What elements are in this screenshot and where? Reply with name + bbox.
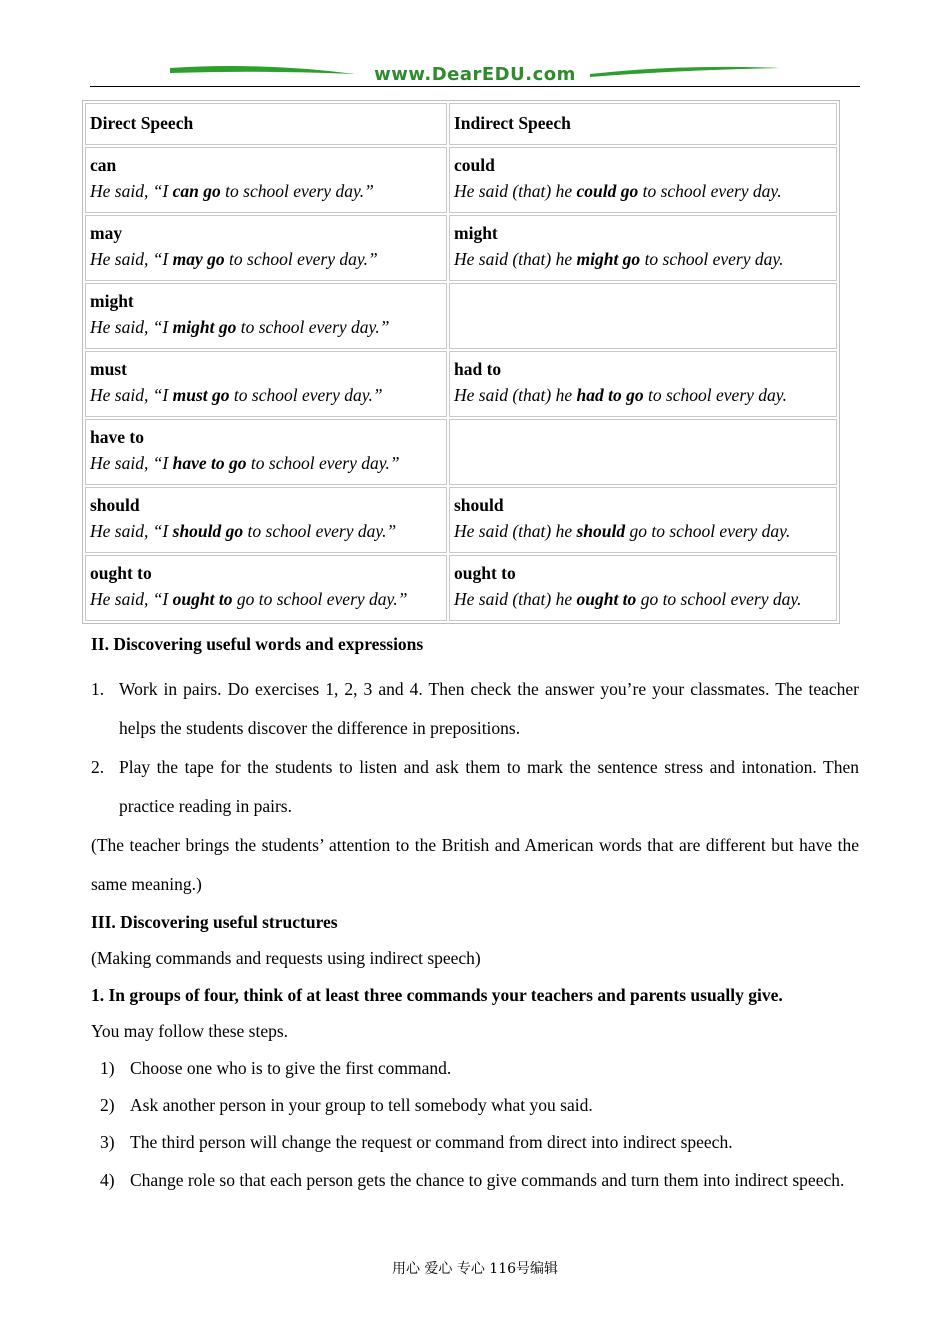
- section-3-title: III. Discovering useful structures: [91, 912, 338, 932]
- step-item: 3) The third person will change the request or command from direct into indirect speech.: [100, 1132, 733, 1152]
- step-item: 2) Ask another person in your group to tell somebody what you said.: [100, 1095, 593, 1115]
- table-row: [85, 555, 837, 621]
- indirect-modal: could: [454, 155, 495, 175]
- direct-example: He said, “I ought to go to school every day.”: [90, 589, 408, 609]
- direct-cell: [85, 283, 447, 349]
- page-footer: 用心 爱心 专心 116号编辑: [391, 1261, 559, 1277]
- table-row: [85, 215, 837, 281]
- direct-cell: [85, 555, 447, 621]
- list-item: 2. Play the tape for the students to listen and ask them to mark the sentence stress and intonation. Then practice reading in pairs.: [91, 757, 859, 816]
- direct-modal: ought to: [90, 563, 152, 583]
- section-2-title: II. Discovering useful words and expressions: [91, 634, 424, 654]
- direct-modal: might: [90, 291, 134, 311]
- indirect-example: He said (that) he could go to school every day.: [454, 181, 782, 201]
- indirect-cell: [449, 215, 837, 281]
- indirect-example: He said (that) he ought to go to school every day.: [454, 589, 802, 609]
- indirect-modal: might: [454, 223, 498, 243]
- indirect-cell-empty: [449, 419, 837, 485]
- direct-example: He said, “I should go to school every day.”: [90, 521, 397, 541]
- header-divider: [90, 86, 860, 87]
- direct-example: He said, “I might go to school every day.”: [90, 317, 390, 337]
- table-header-row: [85, 103, 837, 145]
- table-row: [85, 283, 837, 349]
- table-row: [85, 419, 837, 485]
- direct-cell: [85, 487, 447, 553]
- task-heading: 1. In groups of four, think of at least three commands your teachers and parents usually give.: [91, 985, 783, 1005]
- indirect-example: He said (that) he had to go to school every day.: [454, 385, 787, 405]
- section-3-subtitle: (Making commands and requests using indirect speech): [91, 948, 481, 968]
- step-item: 1) Choose one who is to give the first command.: [100, 1058, 452, 1078]
- indirect-cell: [449, 147, 837, 213]
- direct-example: He said, “I have to go to school every day.”: [90, 453, 400, 473]
- indirect-example: He said (that) he might go to school every day.: [454, 249, 784, 269]
- direct-modal: must: [90, 359, 127, 379]
- direct-example: He said, “I may go to school every day.”: [90, 249, 378, 269]
- site-logo[interactable]: www.DearEDU.com: [374, 64, 576, 85]
- direct-cell: [85, 419, 447, 485]
- document-body: [91, 626, 859, 1200]
- speech-table: [82, 100, 840, 624]
- direct-modal: have to: [90, 427, 144, 447]
- indirect-modal: ought to: [454, 563, 516, 583]
- header-indirect: Indirect Speech: [449, 103, 837, 145]
- steps-intro: You may follow these steps.: [91, 1021, 289, 1041]
- section-2-note: (The teacher brings the students’ attention to the British and American words that are different but have the same meaning.): [91, 835, 859, 894]
- direct-cell: [85, 215, 447, 281]
- indirect-cell: [449, 351, 837, 417]
- indirect-cell: [449, 555, 837, 621]
- table-row: [85, 351, 837, 417]
- direct-example: He said, “I must go to school every day.”: [90, 385, 383, 405]
- indirect-example: He said (that) he should go to school every day.: [454, 521, 791, 541]
- direct-modal: can: [90, 155, 117, 175]
- indirect-cell-empty: [449, 283, 837, 349]
- direct-modal: should: [90, 495, 140, 515]
- direct-modal: may: [90, 223, 123, 243]
- table-row: [85, 147, 837, 213]
- table-row: [85, 487, 837, 553]
- indirect-modal: should: [454, 495, 504, 515]
- direct-cell: [85, 351, 447, 417]
- indirect-modal: had to: [454, 359, 502, 379]
- step-item: 4) Change role so that each person gets the chance to give commands and turn them into indirect speech.: [100, 1170, 845, 1190]
- page-header: [90, 60, 860, 90]
- indirect-cell: [449, 487, 837, 553]
- direct-example: He said, “I can go to school every day.”: [90, 181, 374, 201]
- list-item: 1. Work in pairs. Do exercises 1, 2, 3 and 4. Then check the answer you’re your classmates. The teacher helps the students discover the difference in prepositions.: [91, 679, 859, 738]
- direct-cell: [85, 147, 447, 213]
- header-direct: Direct Speech: [85, 103, 447, 145]
